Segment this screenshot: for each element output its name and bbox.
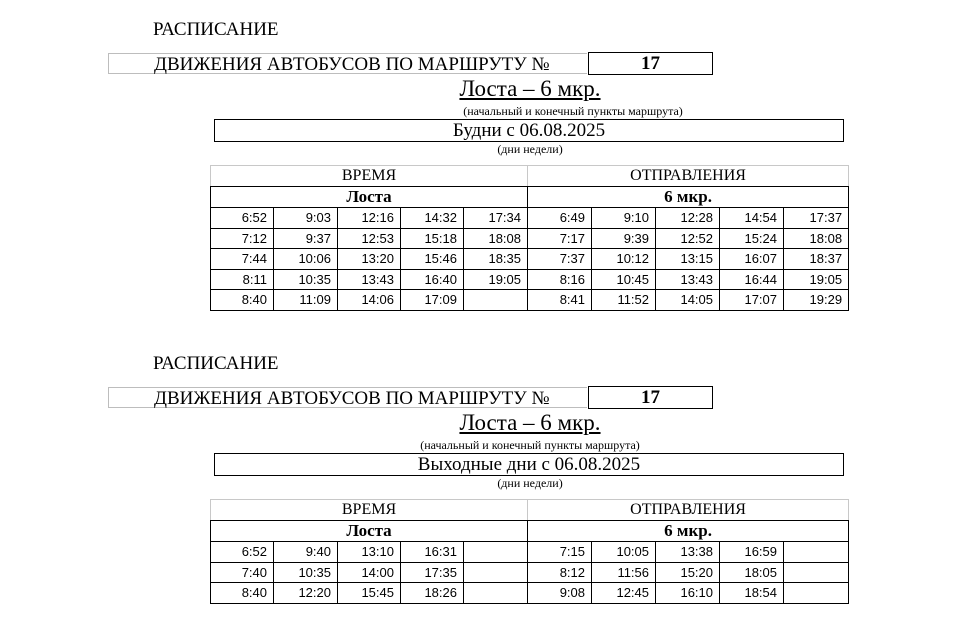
departure-time-6mkr: 9:39 <box>592 228 656 249</box>
departure-time-losta: 6:52 <box>211 542 274 563</box>
table-row <box>211 208 849 229</box>
departure-time-6mkr <box>784 583 849 604</box>
departure-time-losta: 7:44 <box>211 249 274 270</box>
departure-time-losta: 7:40 <box>211 562 274 583</box>
departure-time-6mkr: 11:56 <box>592 562 656 583</box>
departure-time-6mkr: 18:08 <box>784 228 849 249</box>
departure-time-6mkr: 10:05 <box>592 542 656 563</box>
departure-time-losta: 13:20 <box>338 249 401 270</box>
departure-time-losta: 13:43 <box>338 269 401 290</box>
departure-time-6mkr: 12:45 <box>592 583 656 604</box>
departure-time-losta: 12:53 <box>338 228 401 249</box>
departure-time-losta: 10:35 <box>274 269 338 290</box>
departure-time-6mkr: 15:24 <box>720 228 784 249</box>
departure-time-6mkr: 13:38 <box>656 542 720 563</box>
departure-time-6mkr: 16:59 <box>720 542 784 563</box>
departure-time-losta <box>464 290 528 311</box>
route-number-weekdays: 17 <box>588 52 713 75</box>
departure-time-6mkr: 13:43 <box>656 269 720 290</box>
header-departure: ОТПРАВЛЕНИЯ <box>528 166 849 187</box>
table-row <box>211 228 849 249</box>
stop-name-6mkr: 6 мкр. <box>528 521 849 542</box>
departure-time-losta: 18:35 <box>464 249 528 270</box>
departure-time-losta <box>464 583 528 604</box>
departure-time-6mkr: 11:52 <box>592 290 656 311</box>
departure-time-losta: 12:20 <box>274 583 338 604</box>
departure-time-losta: 18:26 <box>401 583 464 604</box>
days-box-weekdays: Будни с 06.08.2025 <box>214 119 844 142</box>
departure-time-losta: 8:11 <box>211 269 274 290</box>
departure-time-losta: 17:34 <box>464 208 528 229</box>
departure-time-6mkr: 13:15 <box>656 249 720 270</box>
schedule-table-weekdays <box>210 165 849 311</box>
departure-time-losta: 12:16 <box>338 208 401 229</box>
departure-time-6mkr: 10:12 <box>592 249 656 270</box>
departure-time-6mkr: 17:07 <box>720 290 784 311</box>
departure-time-6mkr: 7:37 <box>528 249 592 270</box>
departure-time-losta: 13:10 <box>338 542 401 563</box>
departure-time-losta: 16:31 <box>401 542 464 563</box>
departure-time-6mkr: 19:29 <box>784 290 849 311</box>
stop-name-6mkr: 6 мкр. <box>528 187 849 208</box>
departure-time-6mkr: 16:44 <box>720 269 784 290</box>
table-row <box>211 583 849 604</box>
departure-time-losta: 15:45 <box>338 583 401 604</box>
departure-time-losta: 9:40 <box>274 542 338 563</box>
route-endpoints-weekends: Лоста – 6 мкр. <box>459 410 601 435</box>
route-label-weekdays: ДВИЖЕНИЯ АВТОБУСОВ ПО МАРШРУТУ № <box>108 53 587 74</box>
departure-time-losta: 7:12 <box>211 228 274 249</box>
departure-time-losta: 11:09 <box>274 290 338 311</box>
departure-time-losta: 18:08 <box>464 228 528 249</box>
table-row <box>211 562 849 583</box>
header-time: ВРЕМЯ <box>211 500 528 521</box>
table-row <box>211 290 849 311</box>
departure-time-losta: 14:00 <box>338 562 401 583</box>
departure-time-6mkr: 12:52 <box>656 228 720 249</box>
departure-time-losta: 9:03 <box>274 208 338 229</box>
departure-time-6mkr: 17:37 <box>784 208 849 229</box>
stop-name-losta: Лоста <box>211 187 528 208</box>
departure-time-6mkr: 15:20 <box>656 562 720 583</box>
departure-time-6mkr: 7:15 <box>528 542 592 563</box>
days-box-weekends: Выходные дни с 06.08.2025 <box>214 453 844 476</box>
departure-time-6mkr: 8:12 <box>528 562 592 583</box>
departure-time-6mkr: 16:07 <box>720 249 784 270</box>
schedule-title-weekends: РАСПИСАНИЕ <box>153 353 279 374</box>
departure-time-losta: 8:40 <box>211 583 274 604</box>
stop-name-losta: Лоста <box>211 521 528 542</box>
schedule-title-weekdays: РАСПИСАНИЕ <box>153 19 279 40</box>
departure-time-losta: 17:35 <box>401 562 464 583</box>
table-row <box>211 542 849 563</box>
endpoints-caption-weekends: (начальный и конечный пункты маршрута) <box>420 438 640 452</box>
departure-time-6mkr: 6:49 <box>528 208 592 229</box>
departure-time-losta: 10:06 <box>274 249 338 270</box>
header-departure: ОТПРАВЛЕНИЯ <box>528 500 849 521</box>
departure-time-6mkr: 7:17 <box>528 228 592 249</box>
departure-time-losta: 6:52 <box>211 208 274 229</box>
schedule-rows-weekends <box>211 542 849 604</box>
days-caption-weekdays: (дни недели) <box>497 142 563 156</box>
departure-time-losta: 15:46 <box>401 249 464 270</box>
departure-time-6mkr: 18:54 <box>720 583 784 604</box>
departure-time-6mkr: 9:10 <box>592 208 656 229</box>
departure-time-losta: 14:06 <box>338 290 401 311</box>
table-row <box>211 269 849 290</box>
departure-time-losta <box>464 562 528 583</box>
endpoints-caption-weekdays: (начальный и конечный пункты маршрута) <box>463 104 683 118</box>
departure-time-losta: 14:32 <box>401 208 464 229</box>
table-row <box>211 249 849 270</box>
days-caption-weekends: (дни недели) <box>497 476 563 490</box>
departure-time-losta: 17:09 <box>401 290 464 311</box>
departure-time-losta: 16:40 <box>401 269 464 290</box>
departure-time-6mkr: 14:54 <box>720 208 784 229</box>
departure-time-6mkr: 9:08 <box>528 583 592 604</box>
departure-time-6mkr: 14:05 <box>656 290 720 311</box>
departure-time-6mkr: 19:05 <box>784 269 849 290</box>
schedule-table-weekends <box>210 499 849 604</box>
departure-time-losta: 19:05 <box>464 269 528 290</box>
departure-time-6mkr: 18:37 <box>784 249 849 270</box>
route-label-weekends: ДВИЖЕНИЯ АВТОБУСОВ ПО МАРШРУТУ № <box>108 387 587 408</box>
departure-time-losta: 9:37 <box>274 228 338 249</box>
departure-time-losta: 8:40 <box>211 290 274 311</box>
departure-time-6mkr: 8:16 <box>528 269 592 290</box>
departure-time-6mkr: 16:10 <box>656 583 720 604</box>
route-endpoints-weekdays: Лоста – 6 мкр. <box>459 76 601 101</box>
departure-time-6mkr: 10:45 <box>592 269 656 290</box>
departure-time-6mkr: 12:28 <box>656 208 720 229</box>
departure-time-losta <box>464 542 528 563</box>
header-time: ВРЕМЯ <box>211 166 528 187</box>
schedule-rows-weekdays <box>211 208 849 311</box>
departure-time-6mkr: 18:05 <box>720 562 784 583</box>
departure-time-6mkr: 8:41 <box>528 290 592 311</box>
departure-time-losta: 10:35 <box>274 562 338 583</box>
departure-time-6mkr <box>784 542 849 563</box>
departure-time-losta: 15:18 <box>401 228 464 249</box>
departure-time-6mkr <box>784 562 849 583</box>
route-number-weekends: 17 <box>588 386 713 409</box>
